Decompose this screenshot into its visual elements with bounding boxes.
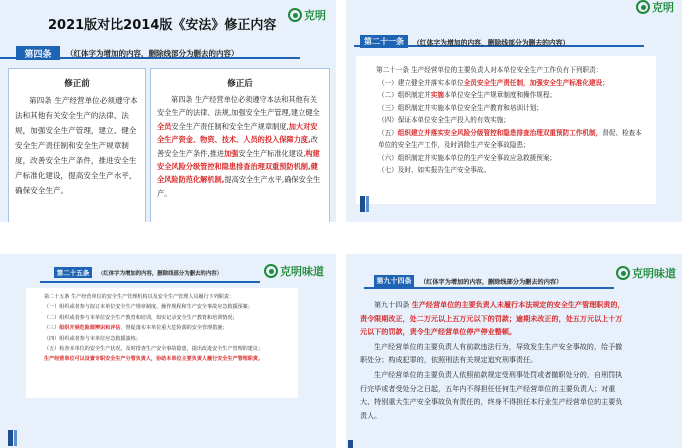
article-panel xyxy=(356,56,656,204)
body-text: （三）组织制定并实施本单位安全生产教育和培训计划； xyxy=(378,103,543,112)
article-line xyxy=(34,292,292,302)
brand-name: 克明味道 xyxy=(280,264,324,278)
article-paragraph xyxy=(360,298,628,339)
body-text: ； xyxy=(602,78,609,87)
brand-name: 克明 xyxy=(652,0,674,14)
article-lines xyxy=(34,292,292,365)
article-line xyxy=(34,313,292,323)
highlighted-text: 生产经营单位可以设置专职安全生产分管负责人，协助本单位主要负责人履行安全生产管理职责。 xyxy=(44,356,264,363)
highlighted-text: 组织建立并落实安全风险分级管控和隐患排查治理双重预防工作机制， xyxy=(397,128,603,137)
legend-note: （红体字为增加的内容，删除线部分为删去的内容） xyxy=(420,278,563,286)
body-text: （二）组织制定并 xyxy=(378,91,431,99)
article-panel xyxy=(26,288,298,398)
article-paragraph xyxy=(360,340,628,367)
body-text: 本单位安全生产规章制度和操作规程； xyxy=(443,91,557,99)
duty-item xyxy=(378,89,646,102)
body-text: 提高安全生产水平,确保安全生产。 xyxy=(157,175,321,198)
article-tag: 第四条 xyxy=(16,46,60,60)
highlighted-text: 全员 xyxy=(157,121,172,131)
article-line xyxy=(34,302,292,312)
slide-article-4 xyxy=(0,0,336,222)
article-tag: 第二十五条 xyxy=(54,267,92,278)
duty-item xyxy=(378,102,646,115)
tag-rule xyxy=(364,287,614,289)
brand-logo xyxy=(636,0,674,14)
article-line xyxy=(34,334,292,344)
body-text: ，督促落实本单位重大危险源的安全管理措施； xyxy=(120,325,228,332)
before-panel xyxy=(8,68,146,222)
body-text: （七）及时、如实报告生产安全事故。 xyxy=(378,166,491,174)
brand-logo xyxy=(288,8,326,22)
article-tag-bar xyxy=(16,46,239,60)
highlighted-text: 加大对安全生产资金、物资、技术、人员的投入保障力度, xyxy=(157,121,318,145)
corner-accent xyxy=(348,440,353,448)
article-tag-bar xyxy=(360,35,569,48)
body-text: 督促、检查本单位的安全生产工作，及时消除生产安全事故隐患； xyxy=(378,128,642,149)
slide-article-21 xyxy=(346,0,682,222)
article-tag-bar xyxy=(374,275,562,287)
highlighted-text: 全员安全生产责任制，加强安全生产标准化建设 xyxy=(463,78,603,87)
brand-logo xyxy=(616,266,676,280)
body-text: （六）组织制定并实施本单位的生产安全事故应急救援预案； xyxy=(378,153,557,162)
article-paragraphs xyxy=(360,298,628,422)
corner-accent xyxy=(14,430,17,446)
after-header: 修正后 xyxy=(227,79,253,89)
highlighted-text: 组织开展危险源辨识和评估 xyxy=(59,325,121,332)
slide-article-25 xyxy=(0,254,336,448)
corner-accent xyxy=(8,430,13,446)
article-intro: 第二十一条 生产经营单位的主要负责人对本单位安全生产工作负有下列职责： xyxy=(376,66,603,74)
after-panel xyxy=(150,68,330,222)
body-text: 生产经营单位的主要负责人依照前款规定受刑事处罚或者撤职处分的，自刑罚执行完毕或者受处分之日起，五年内不得担任任何生产经营单位的主要负责人；对重大、特别重大生产安全事故负有责任的，终身不得担任本行业生产经营单位的主要负责人。 xyxy=(360,369,623,420)
brand-name: 克明 xyxy=(304,8,326,22)
legend-note: （红体字为增加的内容，删除线部分为删去的内容） xyxy=(98,270,222,277)
highlighted-text: 加强 xyxy=(223,148,239,158)
slide-title: 2021版对比2014版《安法》修正内容 xyxy=(48,18,277,33)
body-text: （三） xyxy=(44,325,60,332)
body-text: （五）检查本单位的安全生产状况，及时排查生产安全事故隐患，提出改进安全生产管理的建议； xyxy=(44,346,264,353)
highlighted-text: 实施 xyxy=(430,91,444,99)
highlighted-text: 构建安全风险分级管控和隐患排查治理双重预防机制,健全风险防范化解机制, xyxy=(157,148,320,185)
body-text: （四）保证本单位安全生产投入的有效实施； xyxy=(378,116,510,124)
brand-name: 克明味道 xyxy=(632,266,676,280)
article-line xyxy=(34,354,292,364)
corner-accent xyxy=(360,196,365,212)
body-text: （一）建立健全并落实本单位 xyxy=(378,78,464,87)
body-text: 第九十四条 xyxy=(374,300,412,309)
body-text: （一）组织或者参与拟订本单位安全生产规章制度、操作规程和生产安全事故应急救援预案； xyxy=(44,304,253,311)
slide-article-94 xyxy=(346,254,682,448)
body-text: （四）组织或者参与本单位应急救援演练； xyxy=(44,335,141,342)
tag-rule xyxy=(40,281,260,283)
duty-item xyxy=(378,77,646,90)
brand-mark-icon xyxy=(636,0,650,14)
legend-note: （红体字为增加的内容，删除线部分为删去的内容） xyxy=(413,38,570,47)
body-text: 安全生产标准化建设, xyxy=(238,148,306,158)
body-text: 生产经营单位的主要负责人有前款违法行为，导致发生生产安全事故的，给予撤职处分；构成犯罪的，依照刑法有关规定追究刑事责任。 xyxy=(360,341,623,365)
body-text: 第四条 生产经营单位必须遵守本法和其他有关安全生产的法律、法规,加强安全生产管理,建立健全 xyxy=(157,95,320,118)
before-header: 修正前 xyxy=(64,79,90,89)
highlighted-text: 生产经营单位的主要负责人未履行本法规定的安全生产管理职责的，责令限期改正，处二万元以上五万元以下的罚款；逾期未改正的，处五万元以上十万元以下的罚款，责令生产经营单位停产停业整顿。 xyxy=(360,300,625,337)
before-text: 第四条 生产经营单位必须遵守本法和其他有关安全生产的法律、法规，加强安全生产管理，建立、健全安全生产责任制和安全生产规章制度，改善安全生产条件，推进安全生产标准化建设，提高安全生产水平，确保安全生产。 xyxy=(15,96,138,195)
body-text: 第二十五条 生产经营单位的安全生产管理机构以及安全生产管理人员履行下列职责： xyxy=(44,294,235,300)
article-tag: 第二十一条 xyxy=(360,35,408,48)
body-text: 改善安全生产条件,推进 xyxy=(157,135,318,158)
legend-note: （红体字为增加的内容，删除线部分为删去的内容） xyxy=(66,48,239,58)
corner-accent xyxy=(366,196,369,212)
duty-item xyxy=(378,152,646,165)
article-tag-bar xyxy=(54,267,222,278)
duty-list xyxy=(366,77,646,177)
duty-item xyxy=(378,127,646,152)
brand-mark-icon xyxy=(288,8,302,22)
article-line xyxy=(34,323,292,333)
body-text: （二）组织或者参与本单位安全生产教育和培训，如实记录安全生产教育和培训情况； xyxy=(44,314,238,321)
brand-mark-icon xyxy=(616,266,630,280)
body-text: 安全生产责任制和安全生产规章制度, xyxy=(171,121,289,131)
after-text xyxy=(157,93,323,200)
brand-logo xyxy=(264,264,324,278)
duty-item xyxy=(378,114,646,127)
duty-item xyxy=(378,164,646,177)
article-tag: 第九十四条 xyxy=(374,275,414,287)
article-panel xyxy=(350,292,636,444)
body-text: （五） xyxy=(378,128,398,137)
article-paragraph xyxy=(360,368,628,422)
brand-mark-icon xyxy=(264,264,278,278)
article-line xyxy=(34,344,292,354)
